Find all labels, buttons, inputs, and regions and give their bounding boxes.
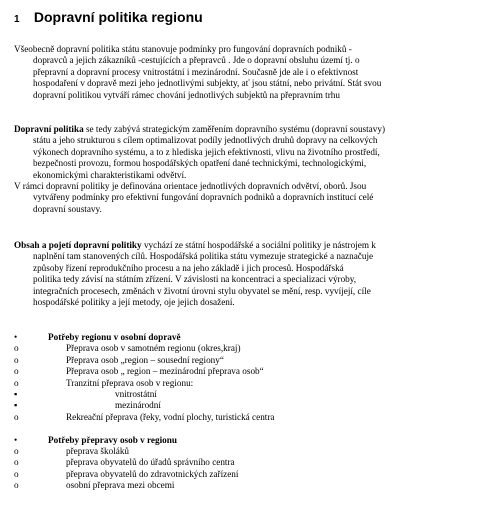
circle-marker: o [14,445,19,456]
lead-continuation: vychází ze státní hospodářské a sociální politiky je nástrojem k [141,240,376,250]
lead-continuation: se tedy zabývá strategickým zaměřením dopravního systému (dopravní soustavy) [83,124,386,134]
paragraph-line: ekonomickými charakteristikami odvětví. [33,169,187,180]
list-item-text: přeprava školáků [66,445,130,456]
bullet-marker: • [14,332,18,342]
lead-term: Dopravní politika [14,124,84,134]
paragraph-line: výkonech dopravního systému, a to z hlediska jejich efektivnosti, vlivu na životního prostředí, [33,146,380,157]
list-item [14,435,478,446]
list-item-text: Tranzitní přeprava osob v regionu: [66,377,194,388]
list-item-text: Potřeby regionu v osobní dopravě [48,332,181,342]
circle-marker: o [14,354,19,365]
list-spacer [14,423,478,434]
paragraph-framework [14,181,478,215]
list-item [14,389,478,400]
list-item [14,366,478,377]
circle-marker: o [14,343,19,354]
paragraph-line: vytvářeny podmínky pro efektivní fungování dopravních podniků a dopravních institucí celé [33,192,374,203]
paragraph-line: politika tedy závisí na státním zřízení. V závislosti na koncentraci a specializaci výroby, [33,274,357,285]
list-item [14,400,478,411]
circle-marker: o [14,377,19,388]
section-title: Dopravní politika regionu [33,9,203,25]
list-item [14,355,478,366]
list-item [14,332,478,343]
paragraph-line: bezpečnosti provozu, formou hospodářských opatření dané technickými, technologickými, [33,158,367,169]
paragraph-line: hospodářské politiky a její metody, oje jejich dosažení. [33,297,235,308]
circle-marker: o [14,366,19,377]
paragraph-line: Všeobecně dopravní politika státu stanovuje podmínky pro fungování dopravních podniků - [14,44,352,54]
list-item-text: Přeprava osob „region – sousední regiony“ [66,354,224,365]
circle-marker: o [14,480,19,491]
list-item-text: mezinárodní [115,400,161,411]
paragraph-transport-policy [14,124,478,181]
list-item-text: Potřeby přepravy osob v regionu [48,434,177,445]
list-item [14,378,478,389]
paragraph-line [14,124,478,135]
paragraph-line: naplnění tam stanovených cílů. Hospodářská politika státu vymezuje strategické a naznačuje [33,251,374,262]
bullet-marker: • [14,434,18,445]
list-item [14,469,478,480]
paragraph-line: dopravní soustavy. [33,203,102,214]
list-item [14,412,478,423]
list-item-text: Přeprava osob „ region – mezinárodní přeprava osob“ [66,366,264,377]
paragraph-line: integračních procesech, změnách v životní úrovni stylu obyvatel se mění, resp. vyvíjejí, cíle [33,285,371,296]
circle-marker: o [14,457,19,468]
list-item [14,343,478,354]
paragraph-content [14,240,478,308]
paragraph-line: přepravní a dopravní procesy vnitrostátní i mezinárodní. Současně jde ale i o efektivnost [33,66,359,77]
paragraph-line: způsoby řízení reprodukčního procesu a na jeho základě i jich procesů. Hospodářská [33,262,344,273]
list-item-text: Přeprava osob v samotném regionu (okres,kraj) [66,343,241,354]
section-heading [14,8,203,29]
list-item [14,457,478,468]
paragraph-line: dopravní politikou vytváří rámec chování jednotlivých subjektů na přepravním trhu [33,89,340,100]
paragraph-line: dopravců a jejich zákazníků -cestujících a přepravců . Jde o dopravní obsluhu území tj. o [33,55,360,66]
paragraph-general [14,44,478,101]
paragraph-line: státu a jeho strukturou s cílem optimalizovat podíly jednotlivých druhů dopravy na celkových [33,135,378,146]
list-item-text: vnitrostátní [115,388,157,399]
list-item-text: osobní přeprava mezi obcemi [66,480,175,491]
circle-marker: o [14,411,19,422]
section-number: 1 [14,14,20,25]
circle-marker: o [14,468,19,479]
list-item-text: přeprava obyvatelů do úřadů správního centra [66,457,235,468]
lead-term: Obsah a pojetí dopravní politiky [14,240,142,250]
paragraph-line: V rámci dopravní politiky je definována orientace jednotlivých dopravních odvětví, oborů. Jsou [14,181,367,191]
paragraph-line [14,240,478,251]
needs-outline [14,332,478,491]
square-marker: ▪ [14,400,18,411]
paragraph-line: hospodaření v dopravě mezi jeho jednotlivými subjekty, ať jsou státní, nebo privátní. Stát svou [33,78,382,89]
list-item-text: Rekreační přeprava (řeky, vodní plochy, turistická centra [66,411,275,422]
list-item-text: přeprava obyvatelů do zdravotnických zařízení [66,468,239,479]
list-item [14,446,478,457]
list-item [14,480,478,491]
square-marker: ▪ [14,388,18,399]
